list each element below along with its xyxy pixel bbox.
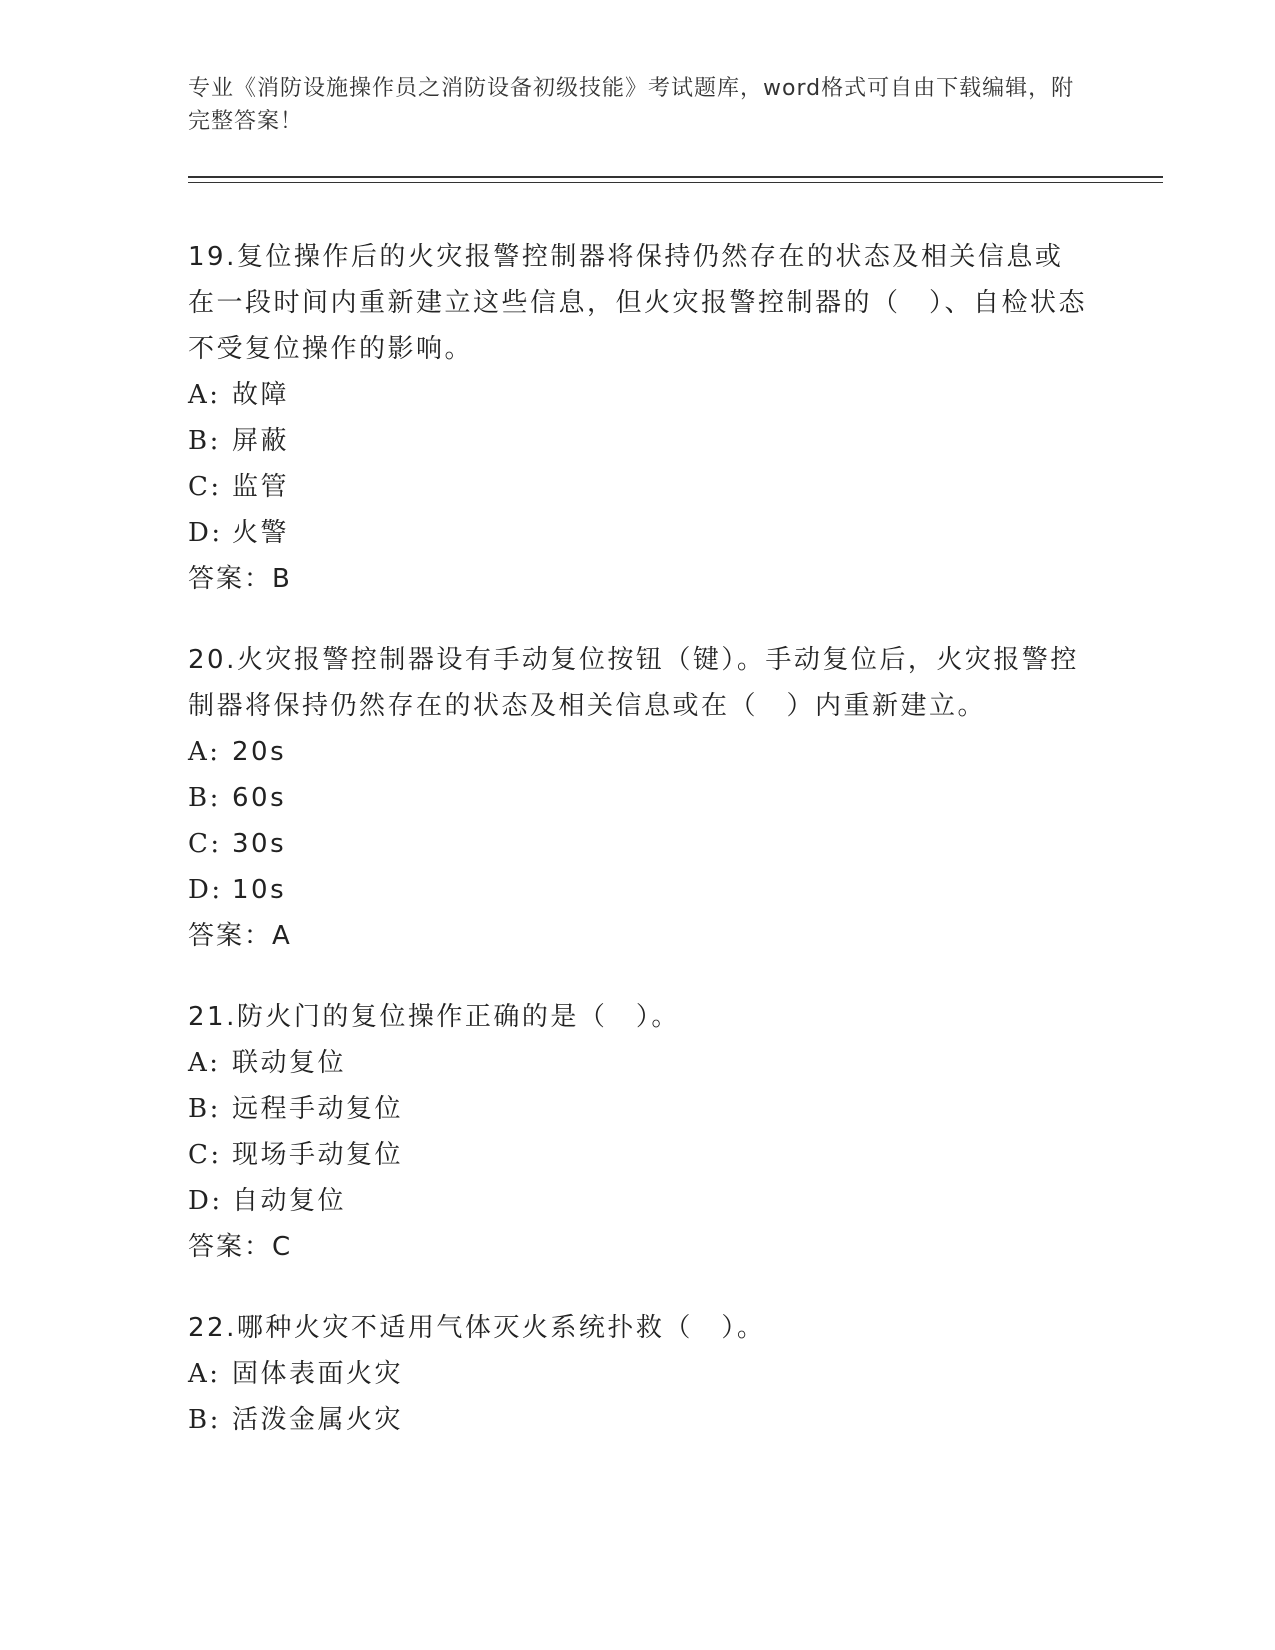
option-b xyxy=(188,775,1088,821)
question-text: 20.火灾报警控制器设有手动复位按钮（键）。手动复位后，火灾报警控制器将保持仍然存在的状态及相关信息或在（ ）内重新建立。 xyxy=(188,645,1079,721)
option-letter: D: xyxy=(188,1186,223,1216)
question-text: 22.哪种火灾不适用气体灭火系统扑救（ ）。 xyxy=(188,1313,766,1343)
option-text: 自动复位 xyxy=(232,1186,347,1216)
option-letter: B: xyxy=(188,426,221,456)
option-letter: B: xyxy=(188,1405,221,1435)
option-text: 现场手动复位 xyxy=(232,1140,404,1170)
option-text: 10s xyxy=(232,875,287,905)
option-text: 60s xyxy=(232,783,287,813)
option-letter: C: xyxy=(188,829,222,859)
question-text: 21.防火门的复位操作正确的是（ ）。 xyxy=(188,1002,680,1032)
option-letter: D: xyxy=(188,518,223,548)
option-b xyxy=(188,418,1088,464)
option-text: 火警 xyxy=(232,518,290,548)
option-letter: B: xyxy=(188,1094,221,1124)
option-d xyxy=(188,867,1088,913)
option-d xyxy=(188,1178,1088,1224)
question-21 xyxy=(188,994,1088,1270)
document-header: 专业《消防设施操作员之消防设备初级技能》考试题库，word格式可自由下载编辑，附完整答案！ xyxy=(188,76,1075,134)
answer-line: 答案：A xyxy=(188,921,292,951)
option-c xyxy=(188,1132,1088,1178)
option-a xyxy=(188,1351,1088,1397)
question-list xyxy=(188,234,1088,1478)
question-text: 19.复位操作后的火灾报警控制器将保持仍然存在的状态及相关信息或在一段时间内重新建立这些信息，但火灾报警控制器的（ ）、自检状态不受复位操作的影响。 xyxy=(188,242,1088,364)
option-text: 监管 xyxy=(232,472,290,502)
option-b xyxy=(188,1397,1088,1443)
option-a xyxy=(188,1040,1088,1086)
option-a xyxy=(188,729,1088,775)
option-letter: D: xyxy=(188,875,223,905)
option-text: 20s xyxy=(232,737,287,767)
header-divider-thin xyxy=(188,182,1163,183)
option-letter: A: xyxy=(188,1359,221,1389)
option-text: 故障 xyxy=(232,380,290,410)
option-letter: A: xyxy=(188,1048,221,1078)
option-text: 远程手动复位 xyxy=(232,1094,404,1124)
header-divider-thick xyxy=(188,176,1163,178)
option-letter: B: xyxy=(188,783,221,813)
option-text: 活泼金属火灾 xyxy=(232,1405,404,1435)
option-text: 30s xyxy=(232,829,287,859)
option-text: 固体表面火灾 xyxy=(232,1359,404,1389)
option-b xyxy=(188,1086,1088,1132)
option-letter: A: xyxy=(188,737,221,767)
option-c xyxy=(188,821,1088,867)
question-19 xyxy=(188,234,1088,602)
option-a xyxy=(188,372,1088,418)
question-20 xyxy=(188,637,1088,959)
answer-line: 答案：B xyxy=(188,564,292,594)
question-22 xyxy=(188,1305,1088,1443)
option-text: 屏蔽 xyxy=(232,426,290,456)
option-text: 联动复位 xyxy=(232,1048,347,1078)
option-letter: C: xyxy=(188,472,222,502)
option-c xyxy=(188,464,1088,510)
option-letter: A: xyxy=(188,380,221,410)
option-letter: C: xyxy=(188,1140,222,1170)
option-d xyxy=(188,510,1088,556)
answer-line: 答案：C xyxy=(188,1232,293,1262)
